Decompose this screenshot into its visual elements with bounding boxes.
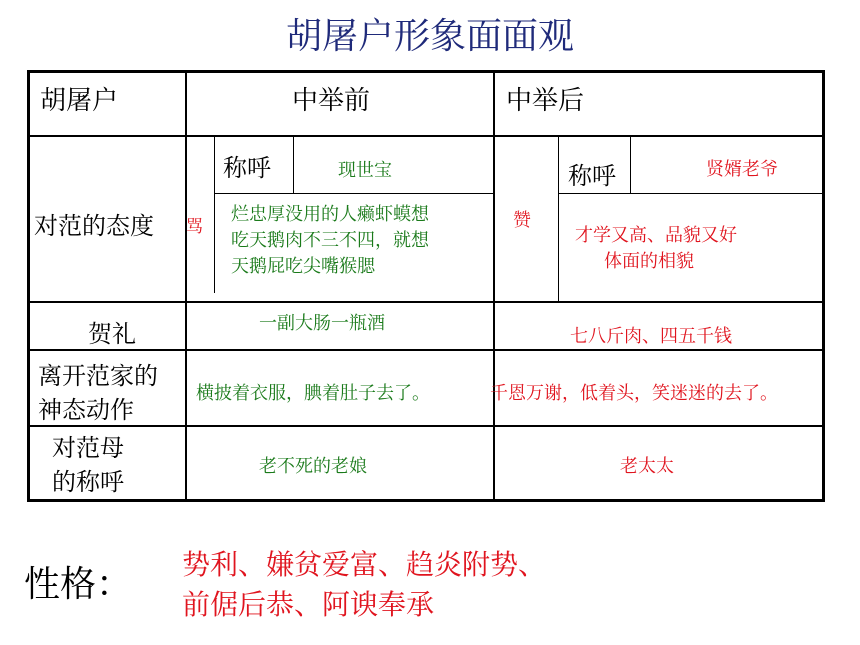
row-label-leaving-2: 神态动作 xyxy=(38,396,134,424)
page-title: 胡屠户形象面面观 xyxy=(285,16,574,57)
before-line-2: 吃天鹅肉不三不四，就想 xyxy=(231,230,429,251)
after-name-vline xyxy=(630,137,631,193)
row-label-attitude: 对范的态度 xyxy=(34,212,154,240)
leaving-before: 横披着衣服，腆着肚子去了。 xyxy=(196,383,430,404)
row-label-leaving-1: 离开范家的 xyxy=(38,362,158,390)
before-name-hline xyxy=(214,193,494,194)
table-border-top xyxy=(27,70,825,73)
before-name-value: 现世宝 xyxy=(338,160,392,181)
after-line-1: 才学又高、品貌又好 xyxy=(575,225,737,246)
after-line-2: 体面的相貌 xyxy=(604,251,694,272)
header-hutuhu: 胡屠户 xyxy=(40,86,119,116)
table-border-bottom xyxy=(27,499,825,502)
row-label-gift: 贺礼 xyxy=(88,320,136,348)
before-name-label: 称呼 xyxy=(223,154,271,182)
row-line-4 xyxy=(27,425,825,427)
after-sub-vline xyxy=(558,137,559,301)
row-line-2 xyxy=(27,301,825,303)
leaving-after: 千恩万谢，低着头，笑迷迷的去了。 xyxy=(490,383,778,404)
after-name-value: 贤婿老爷 xyxy=(706,159,778,180)
before-tag: 骂 xyxy=(186,217,203,237)
row-line-1 xyxy=(27,135,825,137)
before-line-1: 烂忠厚没用的人癞虾蟆想 xyxy=(231,204,429,225)
mother-before: 老不死的老娘 xyxy=(259,456,367,477)
row-line-3 xyxy=(27,349,825,351)
header-before: 中举前 xyxy=(292,86,371,116)
gift-before: 一副大肠一瓶酒 xyxy=(259,313,385,334)
after-name-label: 称呼 xyxy=(568,162,616,190)
header-after: 中举后 xyxy=(506,86,585,116)
before-line-3: 天鹅屁吃尖嘴猴腮 xyxy=(231,256,375,277)
row-label-mother-1: 对范母 xyxy=(52,434,124,462)
character-label: 性格： xyxy=(24,564,133,605)
character-line-1: 势利、嫌贫爱富、趋炎附势、 xyxy=(182,548,547,581)
after-name-hline xyxy=(558,193,824,194)
character-line-2: 前倨后恭、阿谀奉承 xyxy=(182,588,435,621)
before-name-vline xyxy=(293,135,294,193)
gift-after: 七八斤肉、四五千钱 xyxy=(570,326,732,347)
after-tag: 赞 xyxy=(513,210,531,231)
mother-after: 老太太 xyxy=(620,456,674,477)
row-label-mother-2: 的称呼 xyxy=(52,468,124,496)
before-sub-vline xyxy=(214,135,215,293)
